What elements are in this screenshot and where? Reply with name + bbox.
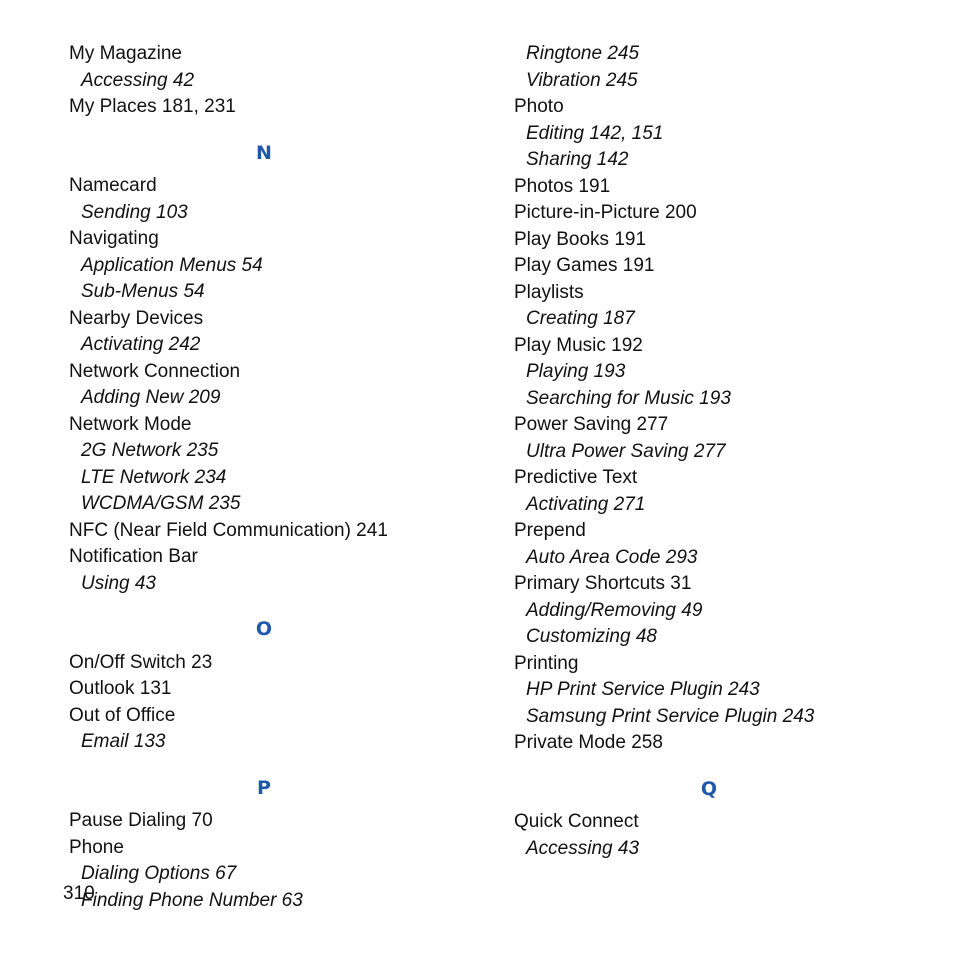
index-entry: Navigating <box>69 228 159 249</box>
index-entry: Private Mode 258 <box>514 732 663 753</box>
index-entry: Phone <box>69 836 124 858</box>
index-subentry: LTE Network 234 <box>81 466 227 488</box>
index-entry: Primary Shortcuts 31 <box>514 573 692 594</box>
index-entry: Photos 191 <box>514 175 611 197</box>
index-entry: Nearby Devices <box>69 307 204 329</box>
index-subentry: Activating 242 <box>81 334 201 355</box>
index-entry: Namecard <box>69 175 157 196</box>
index-subentry: Vibration 245 <box>526 69 638 91</box>
index-subentry: Ultra Power Saving 277 <box>526 440 726 462</box>
index-subentry: HP Print Service Plugin 243 <box>526 679 760 700</box>
index-subentry: Customizing 48 <box>526 626 657 647</box>
index-subentry: Sharing 142 <box>526 149 629 170</box>
index-subentry: Adding New 209 <box>81 387 221 408</box>
index-subentry: Playing 193 <box>526 361 626 382</box>
index-subentry: Auto Area Code 293 <box>526 546 698 568</box>
index-subentry: Sending 103 <box>81 201 188 223</box>
index-entry: Network Connection <box>69 360 241 382</box>
index-entry: Notification Bar <box>69 546 198 567</box>
index-subentry: Activating 271 <box>526 493 646 515</box>
index-subentry: Samsung Print Service Plugin 243 <box>526 705 815 727</box>
index-column-left <box>69 41 489 914</box>
index-entry: Play Music 192 <box>514 334 643 356</box>
index-entry: On/Off Switch 23 <box>69 651 213 673</box>
page-number: 310 <box>63 883 95 904</box>
index-entry: Power Saving 277 <box>514 414 669 435</box>
index-entry: Outlook 131 <box>69 678 172 699</box>
index-column-right <box>514 41 934 862</box>
section-letter-heading: P <box>257 776 271 799</box>
index-entry: Out of Office <box>69 704 176 726</box>
index-entry: Play Games 191 <box>514 255 655 276</box>
index-subentry: Application Menus 54 <box>81 254 263 276</box>
index-entry: Printing <box>514 652 579 674</box>
index-entry: Pause Dialing 70 <box>69 810 213 831</box>
index-entry: Quick Connect <box>514 811 639 832</box>
index-subentry: Finding Phone Number 63 <box>81 889 303 911</box>
index-subentry: 2G Network 235 <box>81 440 219 461</box>
index-subentry: Email 133 <box>81 731 166 752</box>
index-entry: Photo <box>514 96 564 117</box>
section-letter-heading: Q <box>700 777 718 800</box>
index-subentry: Adding/Removing 49 <box>526 599 703 621</box>
index-subentry: Using 43 <box>81 572 156 594</box>
index-subentry: WCDMA/GSM 235 <box>81 493 241 514</box>
index-subentry: Accessing 42 <box>81 69 195 91</box>
section-letter-heading: N <box>256 141 272 164</box>
index-subentry: Searching for Music 193 <box>526 387 731 409</box>
index-subentry: Accessing 43 <box>526 837 640 859</box>
index-entry: My Magazine <box>69 43 182 64</box>
index-entry: NFC (Near Field Communication) 241 <box>69 519 388 541</box>
index-subentry: Editing 142, 151 <box>526 122 664 144</box>
index-subentry: Ringtone 245 <box>526 43 640 64</box>
index-entry: Network Mode <box>69 413 192 435</box>
index-entry: Playlists <box>514 281 584 303</box>
section-spacer <box>69 121 489 134</box>
index-subentry: Sub-Menus 54 <box>81 281 205 302</box>
index-entry: Picture-in-Picture 200 <box>514 202 697 223</box>
index-entry: Predictive Text <box>514 467 638 488</box>
section-spacer <box>69 597 489 610</box>
index-subentry: Creating 187 <box>526 308 635 329</box>
index-entry: My Places 181, 231 <box>69 96 236 117</box>
index-entry: Prepend <box>514 520 586 541</box>
index-subentry: Dialing Options 67 <box>81 863 237 884</box>
section-letter-heading: O <box>255 618 273 640</box>
section-spacer <box>514 757 934 770</box>
section-spacer <box>69 756 489 769</box>
index-entry: Play Books 191 <box>514 228 647 250</box>
